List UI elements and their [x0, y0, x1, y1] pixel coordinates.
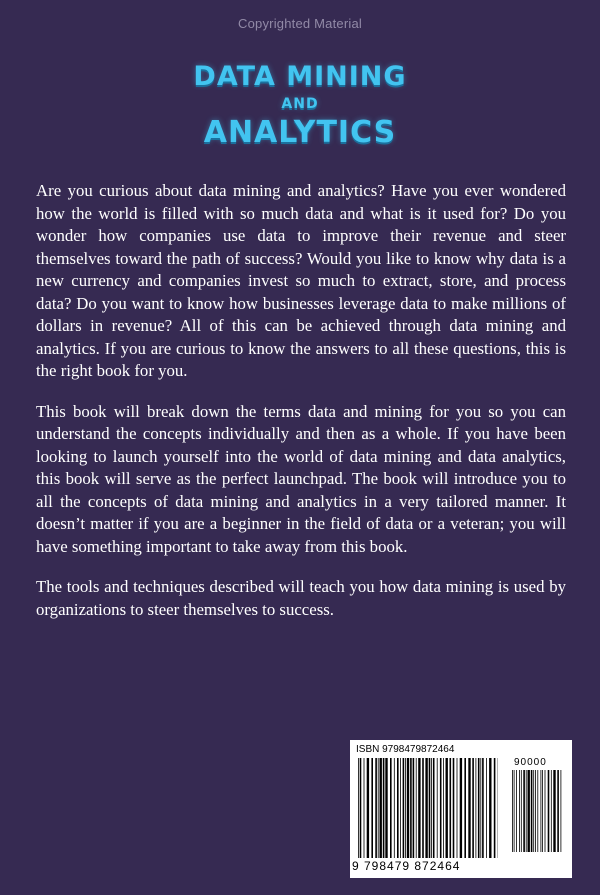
barcode-stripe: [494, 758, 496, 858]
barcode-stripe: [407, 758, 409, 858]
barcode-stripe: [375, 758, 377, 858]
barcode-stripe: [422, 758, 424, 858]
barcode-stripe: [358, 758, 359, 858]
barcode-stripe: [383, 758, 385, 858]
barcode-bars: [358, 758, 498, 858]
barcode-stripe: [468, 758, 470, 858]
barcode-stripe: [489, 758, 491, 858]
isbn-label: ISBN 9798479872464: [356, 744, 455, 755]
barcode-stripe: [403, 758, 405, 858]
barcode-stripe: [371, 758, 373, 858]
back-cover-description: [36, 180, 566, 639]
title-line-1: DATA MINING: [193, 61, 407, 92]
barcode-stripe: [425, 758, 427, 858]
barcode-stripe: [397, 758, 399, 858]
barcode-stripe: [418, 758, 420, 858]
barcode-stripe: [537, 770, 538, 852]
barcode-stripe: [364, 758, 365, 858]
title-line-3: ANALYTICS: [203, 115, 397, 150]
title-line-2: AND: [281, 96, 319, 112]
barcode-stripe: [464, 758, 466, 858]
isbn-barcode: [350, 740, 572, 878]
barcode-stripe: [460, 758, 462, 858]
barcode-stripe: [429, 758, 431, 858]
description-paragraph-2: This book will break down the terms data and mining for you so you can understand the concepts individually and then as a whole. If you have been looking to launch yourself into the world of data mining and data analytics, this book will serve as the perfect launchpad. The book will introduce you to all the concepts of data mining and analytics in a very tailored manner. It doesn’t matter if you are a beginner in the field of data or a veteran; you will have something important to take away from this book.: [36, 401, 566, 556]
barcode-stripe: [531, 770, 533, 852]
barcode-stripe: [433, 758, 435, 858]
barcode-stripe: [482, 758, 484, 858]
barcode-stripe: [521, 770, 522, 852]
barcode-stripe: [390, 758, 392, 858]
isbn-digits: 9 798479 872464: [352, 859, 461, 873]
barcode-stripe: [545, 770, 546, 852]
barcode-stripe: [526, 770, 527, 852]
barcode-stripe: [561, 770, 562, 852]
barcode-stripe: [457, 758, 458, 858]
barcode-stripe: [478, 758, 480, 858]
barcode-stripe: [528, 770, 530, 852]
barcode-stripe: [416, 758, 417, 858]
barcode-stripe: [542, 770, 543, 852]
barcode-stripe: [476, 758, 477, 858]
barcode-stripe: [541, 770, 542, 852]
barcode-stripe: [410, 758, 412, 858]
barcode-stripe: [405, 758, 406, 858]
barcode-stripe: [443, 758, 444, 858]
barcode-stripe: [431, 758, 432, 858]
barcode-stripe: [446, 758, 448, 858]
barcode-stripe: [512, 770, 513, 852]
barcode-stripe: [523, 770, 525, 852]
barcode-stripe: [486, 758, 487, 858]
barcode-stripe: [557, 770, 559, 852]
barcode-stripe: [440, 758, 442, 858]
barcode-stripe: [400, 758, 401, 858]
barcode-stripe: [380, 758, 382, 858]
description-paragraph-1: Are you curious about data mining and analytics? Have you ever wondered how the world is filled with so much data and what is it used for? Do you wonder how companies use data to improve their revenue and steer themselves toward the path of success? Would you like to know why data is a new currency and companies invest so much to extract, store, and process data? Do you want to know how businesses leverage data to make millions of dollars in revenue? All of this can be achieved through data mining and analytics. If you are curious to know the answers to all these questions, this is the right book for you.: [36, 181, 566, 380]
barcode-stripe: [385, 758, 387, 858]
barcode-stripe: [480, 758, 481, 858]
barcode-stripe: [453, 758, 455, 858]
barcode-stripe: [548, 770, 550, 852]
barcode-stripe: [367, 758, 369, 858]
copyright-watermark: Copyrighted Material: [238, 16, 362, 31]
barcode-stripe: [535, 770, 536, 852]
barcode-stripe: [516, 770, 517, 852]
barcode-stripe: [378, 758, 379, 858]
description-paragraph-3: The tools and techniques described will teach you how data mining is used by organizations to steer themselves to success.: [36, 577, 566, 619]
barcode-stripe: [437, 758, 438, 858]
barcode-stripe: [551, 770, 552, 852]
price-barcode-bars: [512, 770, 562, 852]
barcode-stripe: [360, 758, 362, 858]
barcode-stripe: [450, 758, 452, 858]
book-title: [0, 62, 600, 150]
barcode-stripe: [472, 758, 474, 858]
barcode-stripe: [553, 770, 555, 852]
barcode-stripe: [413, 758, 415, 858]
barcode-stripe: [514, 770, 515, 852]
barcode-stripe: [394, 758, 395, 858]
barcode-stripe: [533, 770, 534, 852]
price-code: 90000: [514, 757, 547, 768]
barcode-stripe: [519, 770, 520, 852]
